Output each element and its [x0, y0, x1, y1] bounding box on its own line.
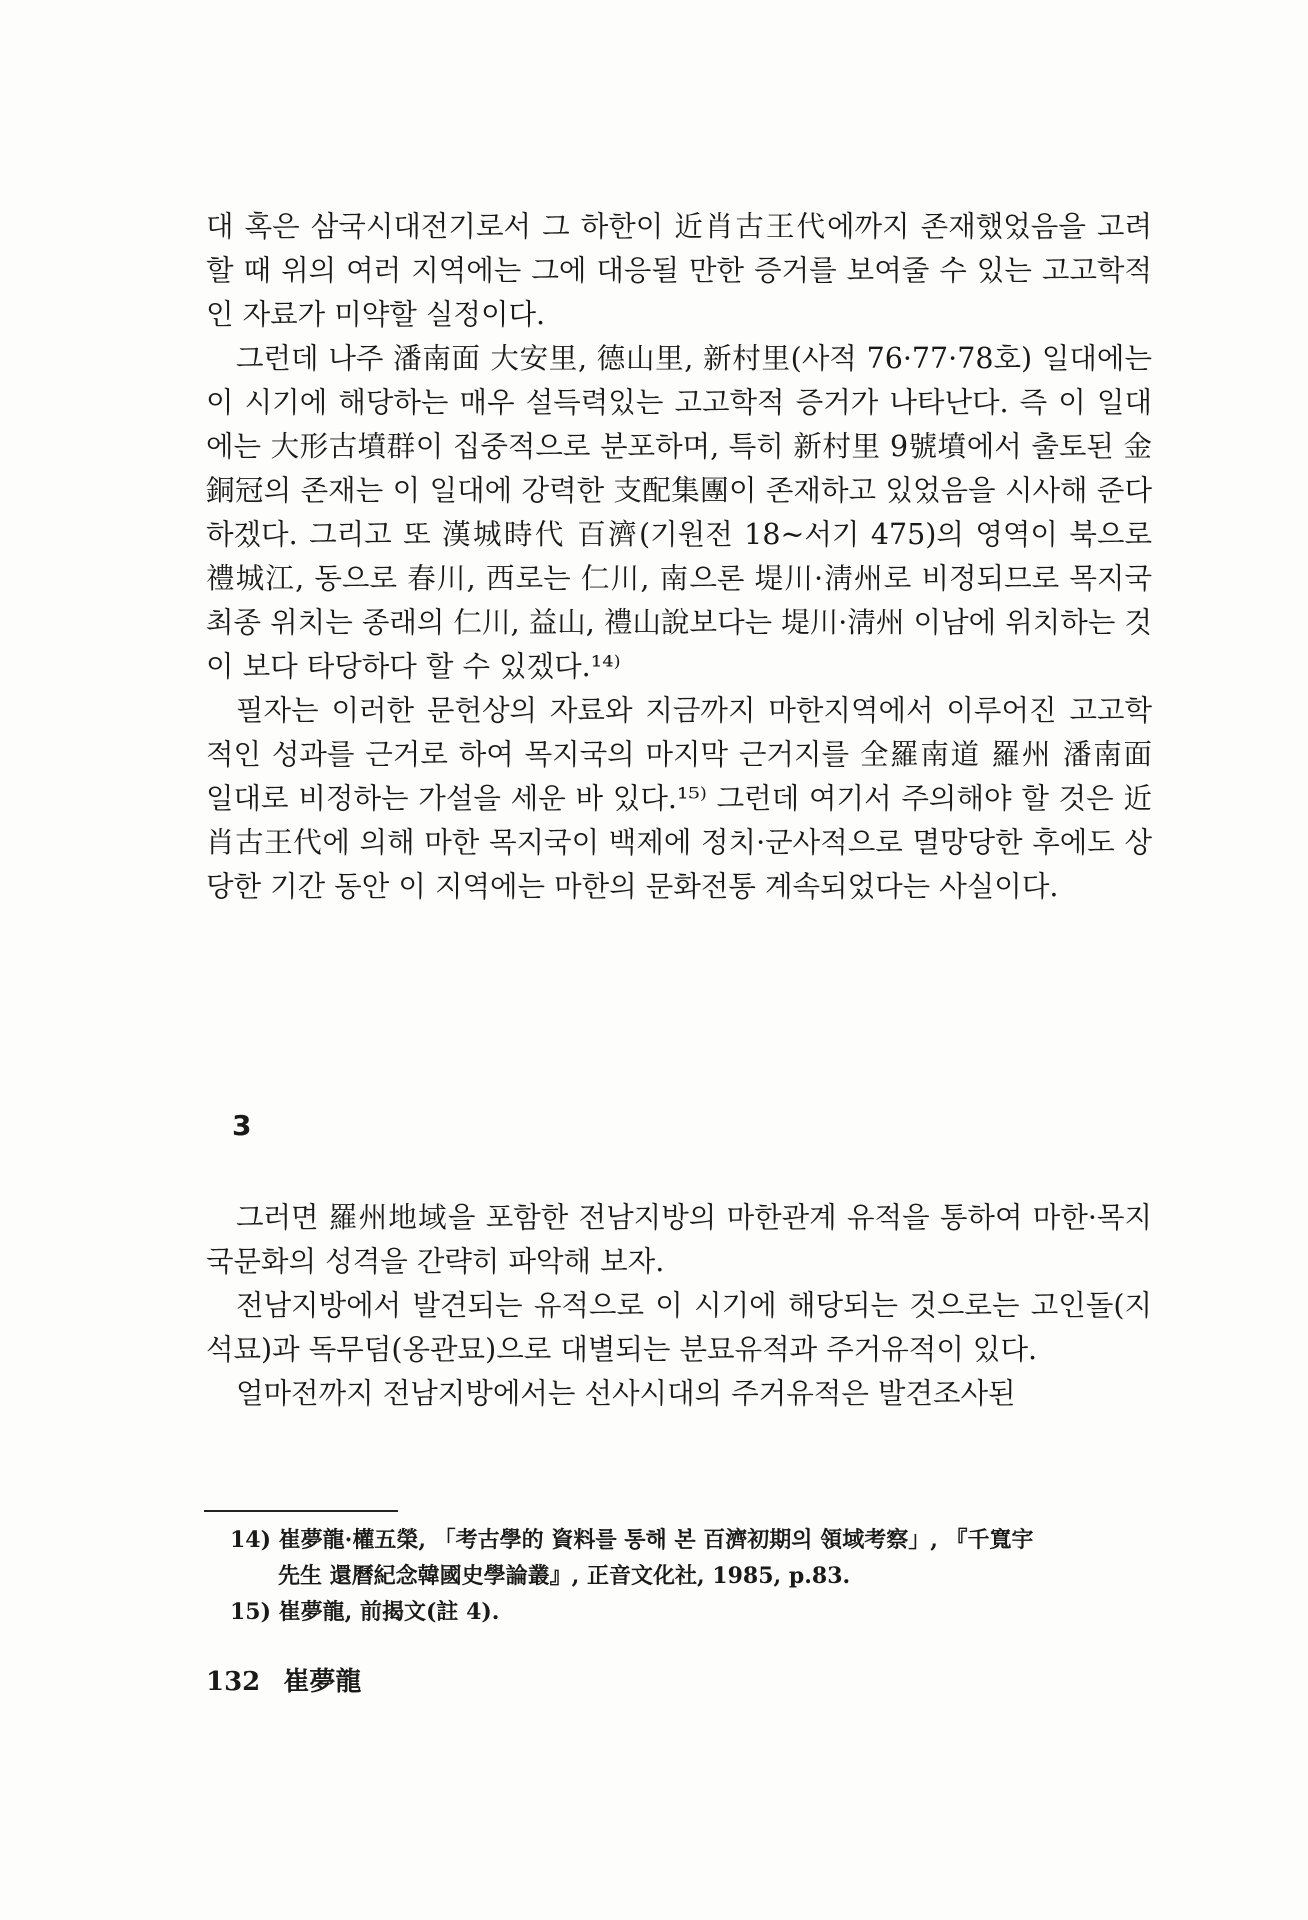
- paragraph-continuation: 대 혹은 삼국시대전기로서 그 하한이 近肖古王代에까지 존재했었음을 고려할 때 위의 여러 지역에는 그에 대응될 만한 증거를 보여줄 수 있는 고고학적인 자료가 미약할 실정이다.: [206, 210, 1152, 331]
- body-text-block-1: [206, 205, 1152, 909]
- footnote-divider: [204, 1510, 398, 1512]
- page-footer: [206, 1664, 361, 1700]
- paragraph-site-types: 전남지방에서 발견되는 유적으로 이 시기에 해당되는 것으로는 고인돌(지석묘)과 독무덤(옹관묘)으로 대별되는 분묘유적과 주거유적이 있다.: [206, 1289, 1152, 1366]
- paragraph-naju-evidence: 그런데 나주 潘南面 大安里, 德山里, 新村里(사적 76·77·78호) 일대에는 이 시기에 해당하는 매우 설득력있는 고고학적 증거가 나타난다. 즉 이 일대에는 大形古墳群이 집중적으로 분포하며, 특히 新村里 9號墳에서 출토된 金銅冠의 존재는 이 일대에 강력한 支配集團이 존재하고 있었음을 시사해 준다 하겠다. 그리고 또 漢城時代 百濟(기원전 18~서기 475)의 영역이 북으로 禮城江, 동으로 春川, 西로는 仁川, 南으론 堤川·淸州로 비정되므로 목지국 최종 위치는 종래의 仁川, 益山, 禮山說보다는 堤川·淸州 이남에 위치하는 것이 보다 타당하다 할 수 있겠다.¹⁴⁾: [206, 342, 1152, 683]
- section-number: 3: [232, 1109, 252, 1142]
- body-text-block-2: [206, 1196, 1152, 1416]
- footnotes: [230, 1522, 1152, 1630]
- footnote-14: 14) 崔夢龍·權五榮, 「考古學的 資料를 통해 본 百濟初期의 領域考察」, 『千寬宇: [230, 1527, 1034, 1553]
- paragraph-section-intro: 그러면 羅州地域을 포함한 전남지방의 마한관계 유적을 통하여 마한·목지국문화의 성격을 간략히 파악해 보자.: [206, 1201, 1152, 1278]
- footnote-15: 15) 崔夢龍, 前揭文(註 4).: [230, 1599, 500, 1625]
- page-number: 132: [206, 1667, 261, 1697]
- footnote-14-continued: 先生 還曆紀念韓國史學論叢』, 正音文化社, 1985, p.83.: [278, 1563, 851, 1589]
- running-author: 崔夢龍: [283, 1667, 362, 1697]
- paragraph-dwelling-sites: 얼마전까지 전남지방에서는 선사시대의 주거유적은 발견조사된: [236, 1377, 1016, 1410]
- paragraph-hypothesis: 필자는 이러한 문헌상의 자료와 지금까지 마한지역에서 이루어진 고고학적인 성과를 근거로 하여 목지국의 마지막 근거지를 全羅南道 羅州 潘南面 일대로 비정하는 가설을 세운 바 있다.¹⁵⁾ 그런데 여기서 주의해야 할 것은 近肖古王代에 의해 마한 목지국이 백제에 정치·군사적으로 멸망당한 후에도 상당한 기간 동안 이 지역에는 마한의 문화전통 계속되었다는 사실이다.: [206, 694, 1152, 903]
